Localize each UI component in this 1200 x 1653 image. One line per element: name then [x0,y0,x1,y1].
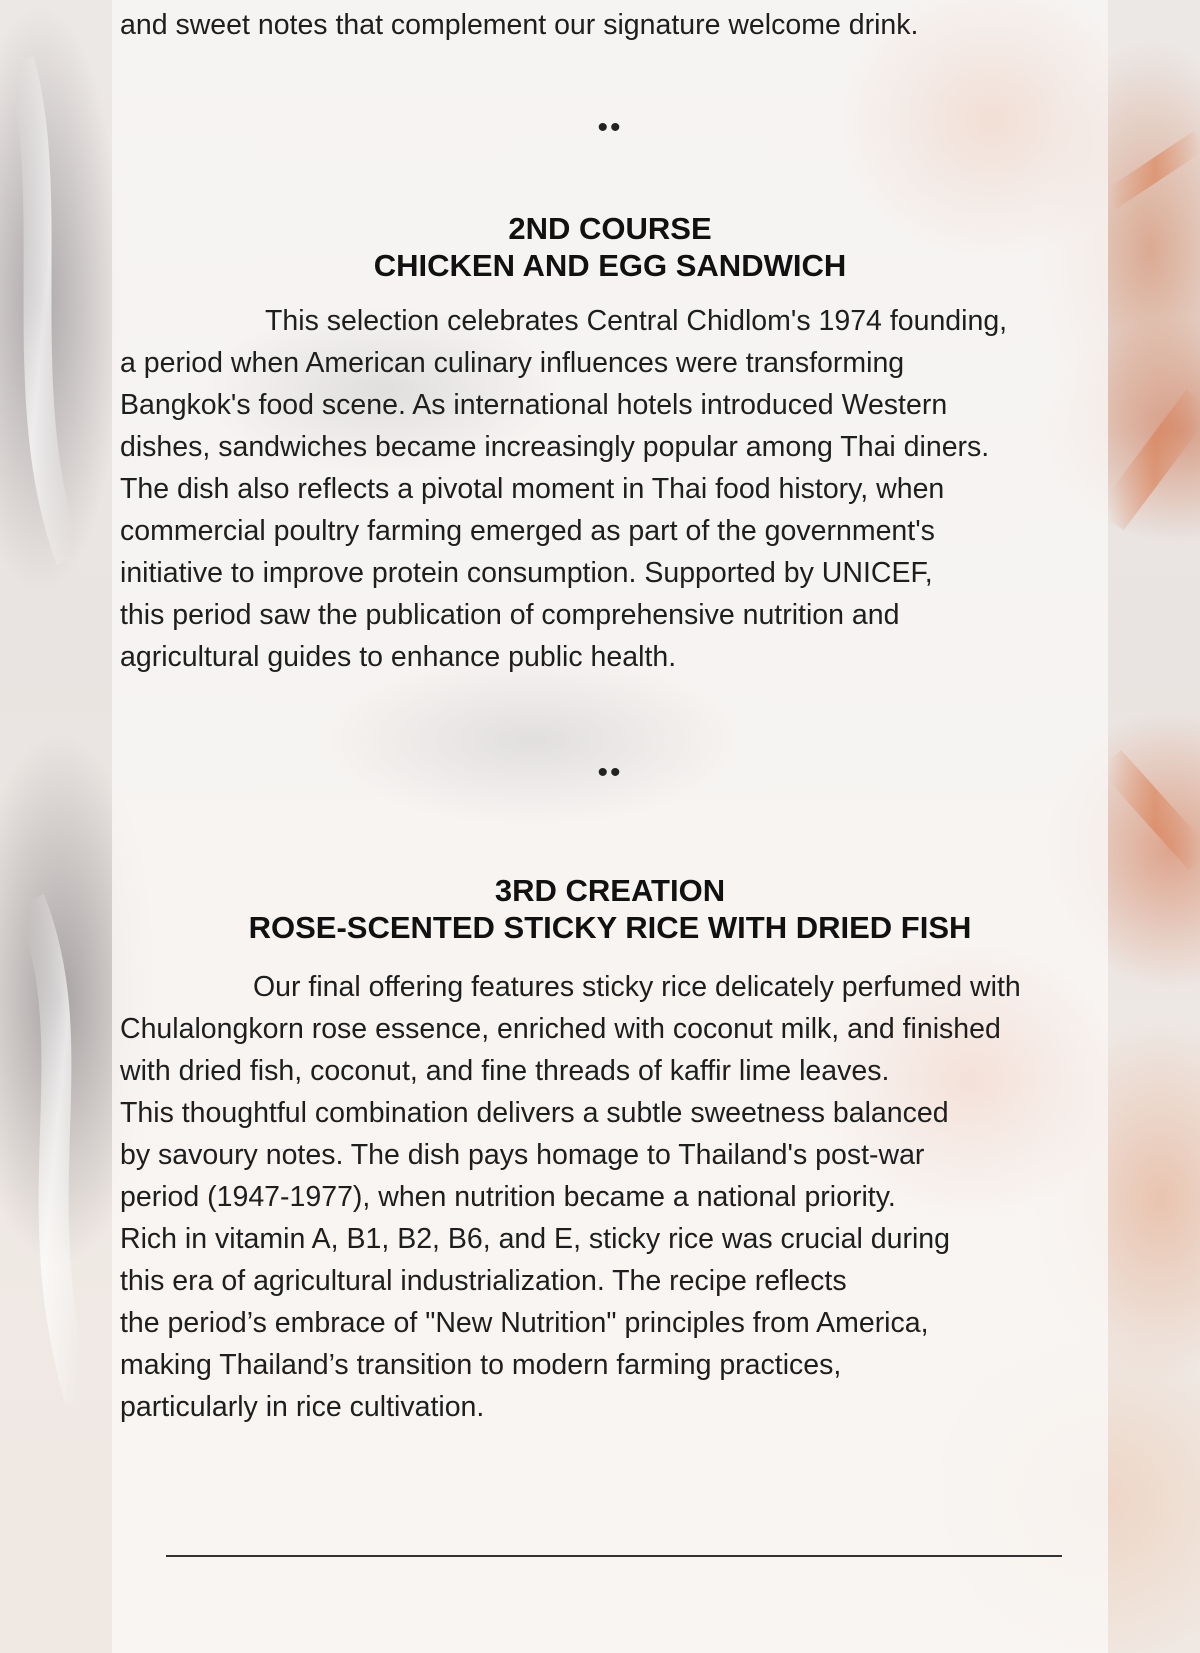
course2-line: agricultural guides to enhance public health. [120,641,677,673]
course2-line: initiative to improve protein consumption. Supported by UNICEF, [120,557,933,589]
course3-heading [112,872,1108,946]
course3-line: with dried fish, coconut, and fine threads of kaffir lime leaves. [120,1055,890,1087]
course3-description [120,966,1080,1428]
course2-line: this period saw the publication of comprehensive nutrition and [120,599,900,631]
course3-line: Rich in vitamin A, B1, B2, B6, and E, sticky rice was crucial during [120,1223,951,1255]
course3-line: by savoury notes. The dish pays homage to Thailand's post-war [120,1139,925,1171]
course2-line: The dish also reflects a pivotal moment in Thai food history, when [120,473,945,505]
course3-line: This thoughtful combination delivers a subtle sweetness balanced [120,1097,949,1129]
course2-label: 2ND COURSE [508,211,712,246]
course3-line: particularly in rice cultivation. [120,1391,485,1423]
section-divider: •• [597,756,623,789]
course3-label: 3RD CREATION [494,873,726,908]
bottom-divider-line [166,1555,1062,1557]
course2-line: dishes, sandwiches became increasingly popular among Thai diners. [120,431,990,463]
course3-line: making Thailand’s transition to modern farming practices, [120,1349,842,1381]
course3-title: ROSE-SCENTED STICKY RICE WITH DRIED FISH [248,910,972,945]
course2-line: a period when American culinary influences were transforming [120,347,905,379]
course2-heading [112,210,1108,284]
course2-line: commercial poultry farming emerged as part of the government's [120,515,935,547]
course2-title: CHICKEN AND EGG SANDWICH [373,248,847,283]
course3-line: period (1947-1977), when nutrition became a national priority. [120,1181,896,1213]
intro-text [120,4,1080,46]
course3-line: Our final offering features sticky rice delicately perfumed with [253,971,1021,1003]
course3-line: this era of agricultural industrialization. The recipe reflects [120,1265,847,1297]
course2-line: This selection celebrates Central Chidlom's 1974 founding, [265,305,1008,337]
intro-line: and sweet notes that complement our signature welcome drink. [120,9,919,41]
course3-line: the period’s embrace of "New Nutrition" principles from America, [120,1307,929,1339]
course3-line: Chulalongkorn rose essence, enriched with coconut milk, and finished [120,1013,1001,1045]
course2-line: Bangkok's food scene. As international hotels introduced Western [120,389,948,421]
course2-description [120,300,1080,678]
menu-page [112,0,1108,1653]
section-divider: •• [597,111,623,144]
